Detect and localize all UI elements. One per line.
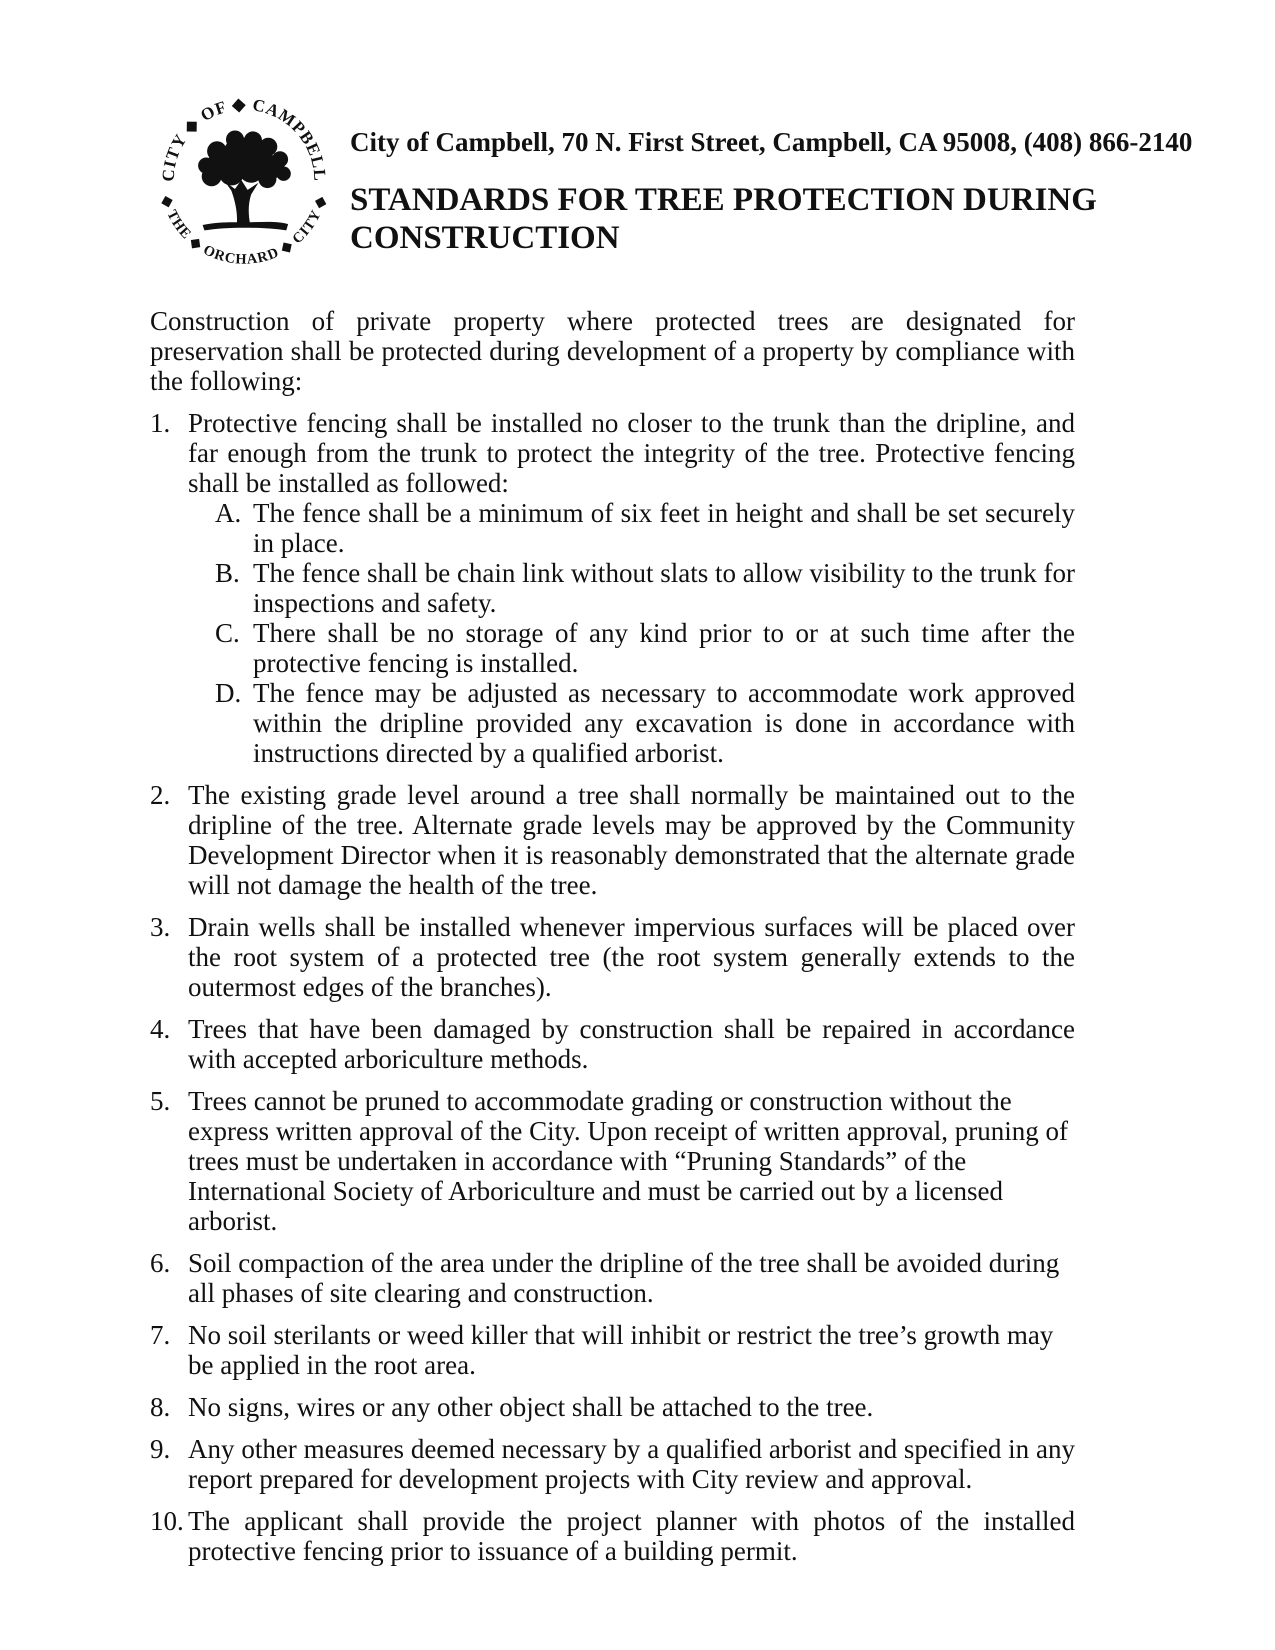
item-body [188,408,1075,768]
item-number: 1. [150,408,171,438]
list-item-1 [150,408,1075,768]
title-line-2: CONSTRUCTION [350,220,620,256]
title-line-1: STANDARDS FOR TREE PROTECTION DURING [350,182,1097,218]
item-number: 8. [150,1392,171,1422]
sub-item-c [215,618,1075,678]
list-item-8 [150,1392,1075,1422]
list-item-2 [150,780,1075,900]
item-text: Trees cannot be pruned to accommodate grading or construction without the express written approval of the City. Upon receipt of written approval, pruning of trees must be undertaken in accordance with “Pruning Standards” of the International Society of Arboriculture and must be carried out by a licensed arborist. [188,1086,1069,1236]
item-number: 10. [150,1506,184,1536]
document-title [350,181,1192,257]
list-item-5 [150,1086,1075,1236]
logo-top-arc-text: CITY ◆ OF ◆ CAMPBELL [158,94,330,183]
item-number: 5. [150,1086,171,1116]
header-text-block [350,88,1192,257]
sub-item-letter: D. [215,678,242,708]
sub-item-a [215,498,1075,558]
sub-item-d [215,678,1075,768]
sub-item-text: The fence may be adjusted as necessary to accommodate work approved within the dripline provided any excavation is done in accordance with instructions directed by a qualified arborist. [253,678,1075,768]
item-number: 2. [150,780,171,810]
item-text: Drain wells shall be installed whenever impervious surfaces will be placed over the root system of a protected tree (the root system generally extends to the outermost edges of the branches). [188,912,1075,1002]
sub-item-letter: A. [215,498,242,528]
list-item-4 [150,1014,1075,1074]
sub-item-b [215,558,1075,618]
item-text: No signs, wires or any other object shall be attached to the tree. [188,1392,874,1422]
list-item-3 [150,912,1075,1002]
item-text: The applicant shall provide the project planner with photos of the installed protective fencing prior to issuance of a building permit. [188,1506,1075,1566]
sub-item-letter: B. [215,558,240,588]
list-item-6 [150,1248,1075,1308]
item-text: Trees that have been damaged by construction shall be repaired in accordance with accepted arboriculture methods. [188,1014,1075,1074]
city-of-campbell-logo [154,88,334,272]
item-number: 9. [150,1434,171,1464]
document-header [150,88,1193,272]
item-text: Protective fencing shall be installed no closer to the trunk than the dripline, and far enough from the trunk to protect the integrity of the tree. Protective fencing shall be installed as followed: [188,408,1075,498]
sub-item-letter: C. [215,618,240,648]
list-item-10 [150,1506,1075,1566]
sub-item-text: The fence shall be a minimum of six feet in height and shall be set securely in place. [253,498,1075,558]
item-number: 6. [150,1248,171,1278]
list-item-9 [150,1434,1075,1494]
item-text: Any other measures deemed necessary by a qualified arborist and specified in any report prepared for development projects with City review and approval. [188,1434,1075,1494]
item-text: The existing grade level around a tree shall normally be maintained out to the dripline of the tree. Alternate grade levels may be approved by the Community Development Director when it is reasonably demonstrated that the alternate grade will not damage the health of the tree. [188,780,1075,900]
tree-icon [198,131,291,231]
logo-bottom-arc-text: ◆ THE ◆ ORCHARD ◆ CITY ◆ [158,194,330,268]
item-number: 3. [150,912,171,942]
address-line: City of Campbell, 70 N. First Street, Campbell, CA 95008, (408) 866-2140 [350,127,1193,157]
item-number: 7. [150,1320,171,1350]
intro-paragraph: Construction of private property where protected trees are designated for preservation shall be protected during development of a property by compliance with the following: [150,306,1075,396]
item-text: No soil sterilants or weed killer that will inhibit or restrict the tree’s growth may be applied in the root area. [188,1320,1054,1380]
sub-item-text: The fence shall be chain link without slats to allow visibility to the trunk for inspections and safety. [253,558,1075,618]
city-seal-icon [154,88,334,272]
sub-item-text: There shall be no storage of any kind prior to or at such time after the protective fencing is installed. [253,618,1075,678]
item-text: Soil compaction of the area under the dripline of the tree shall be avoided during all phases of site clearing and construction. [188,1248,1060,1308]
list-item-7 [150,1320,1075,1380]
item-number: 4. [150,1014,171,1044]
